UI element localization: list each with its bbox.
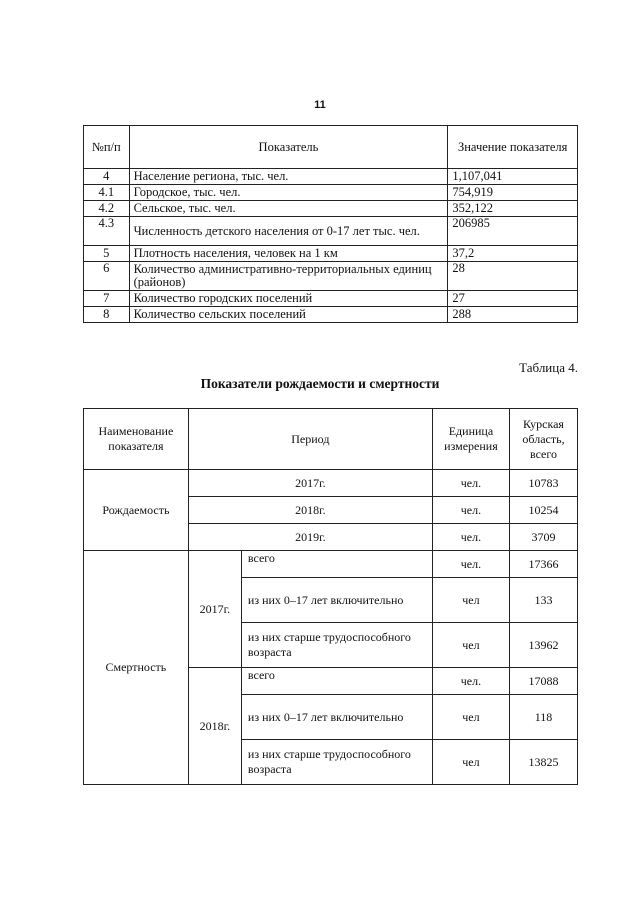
table-header-row	[84, 126, 578, 169]
table-caption: Таблица 4.	[519, 360, 578, 375]
death-subcategory: из них старше трудоспособного возраста	[241, 623, 432, 668]
row-value: 352,122	[448, 201, 578, 217]
header-region: Курская область, всего	[509, 409, 577, 470]
row-value: 37,2	[448, 246, 578, 262]
birth-period: 2018г.	[188, 497, 432, 524]
death-subcategory: всего	[241, 668, 432, 695]
table-row	[84, 217, 578, 246]
row-indicator: Количество административно-территориальных единиц (районов)	[129, 262, 448, 291]
table-row	[84, 262, 578, 291]
table-row	[84, 307, 578, 323]
death-subcategory: из них 0–17 лет включительно	[241, 695, 432, 740]
death-year: 2017г.	[188, 551, 241, 668]
row-value: 1,107,041	[448, 169, 578, 185]
death-value: 17366	[509, 551, 577, 578]
death-value: 17088	[509, 668, 577, 695]
header-indicator: Показатель	[129, 126, 448, 169]
row-number: 4.2	[84, 201, 130, 217]
death-value: 133	[509, 578, 577, 623]
header-number: №п/п	[84, 126, 130, 169]
row-value: 28	[448, 262, 578, 291]
death-subcategory: из них старше трудоспособного возраста	[241, 740, 432, 785]
row-indicator: Количество сельских поселений	[129, 307, 448, 323]
death-unit: чел.	[432, 551, 509, 578]
row-indicator: Численность детского населения от 0-17 лет тыс. чел.	[129, 217, 448, 246]
table-row	[84, 551, 578, 578]
birth-value: 3709	[509, 524, 577, 551]
table-row	[84, 169, 578, 185]
row-number: 4	[84, 169, 130, 185]
table-row	[84, 470, 578, 497]
row-indicator: Количество городских поселений	[129, 291, 448, 307]
table-row	[84, 246, 578, 262]
death-subcategory: всего	[241, 551, 432, 578]
row-indicator: Население региона, тыс. чел.	[129, 169, 448, 185]
death-value: 13825	[509, 740, 577, 785]
birth-unit: чел.	[432, 470, 509, 497]
birth-period: 2019г.	[188, 524, 432, 551]
header-value: Значение показателя	[448, 126, 578, 169]
death-unit: чел	[432, 740, 509, 785]
death-value: 13962	[509, 623, 577, 668]
row-number: 4.3	[84, 217, 130, 246]
row-indicator: Сельское, тыс. чел.	[129, 201, 448, 217]
row-value: 206985	[448, 217, 578, 246]
header-period: Период	[188, 409, 432, 470]
row-value: 754,919	[448, 185, 578, 201]
row-number: 6	[84, 262, 130, 291]
birth-period: 2017г.	[188, 470, 432, 497]
row-indicator: Плотность населения, человек на 1 км	[129, 246, 448, 262]
death-unit: чел.	[432, 668, 509, 695]
death-value: 118	[509, 695, 577, 740]
row-value: 27	[448, 291, 578, 307]
header-unit: Единица измерения	[432, 409, 509, 470]
table-header-row	[84, 409, 578, 470]
indicators-table	[83, 125, 578, 323]
section-heading: Показатели рождаемости и смертности	[200, 376, 440, 391]
birth-death-table	[83, 408, 578, 785]
birth-value: 10254	[509, 497, 577, 524]
table-row	[84, 201, 578, 217]
birth-value: 10783	[509, 470, 577, 497]
row-indicator: Городское, тыс. чел.	[129, 185, 448, 201]
birth-unit: чел.	[432, 524, 509, 551]
birth-label: Рождаемость	[84, 470, 189, 551]
death-subcategory: из них 0–17 лет включительно	[241, 578, 432, 623]
death-year: 2018г.	[188, 668, 241, 785]
header-name: Наименование показателя	[84, 409, 189, 470]
row-value: 288	[448, 307, 578, 323]
table-row	[84, 291, 578, 307]
birth-unit: чел.	[432, 497, 509, 524]
death-unit: чел	[432, 578, 509, 623]
row-number: 4.1	[84, 185, 130, 201]
row-number: 7	[84, 291, 130, 307]
row-number: 5	[84, 246, 130, 262]
page-number: 11	[314, 99, 326, 111]
death-unit: чел	[432, 695, 509, 740]
row-number: 8	[84, 307, 130, 323]
table-row	[84, 185, 578, 201]
death-label: Смертность	[84, 551, 189, 785]
death-unit: чел	[432, 623, 509, 668]
